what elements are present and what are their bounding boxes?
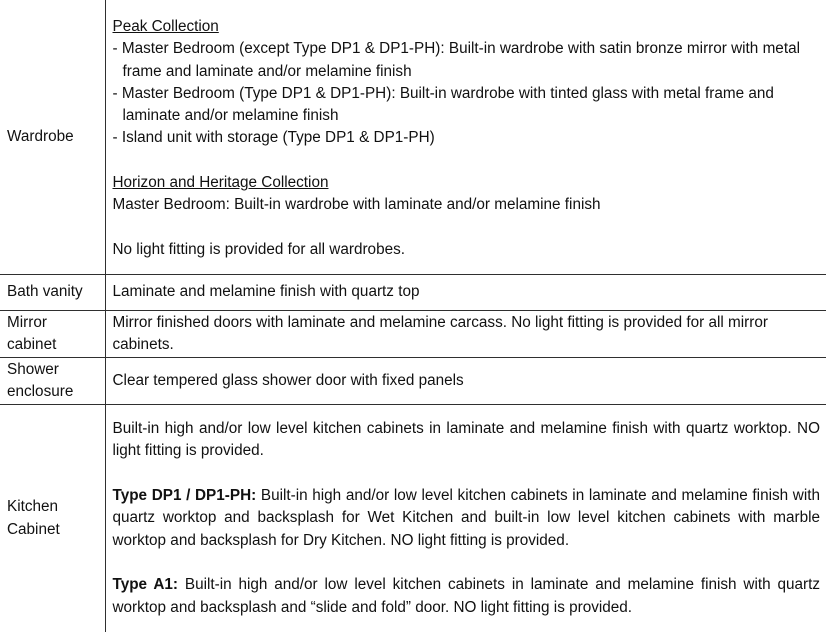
list-item: - Master Bedroom (Type DP1 & DP1-PH): Built-in wardrobe with tinted glass with metal frame and laminate and/or melamine finish <box>113 83 821 128</box>
type-dp1-text: Built-in high and/or low level kitchen cabinets in laminate and melamine finish with quartz worktop and backsplash for Wet Kitchen and built-in low level kitchen cabinets with marble worktop and backsplash for Dry Kitchen. NO light fitting is provided. <box>113 487 821 549</box>
row-label: Shower enclosure <box>0 358 105 405</box>
spacer <box>113 552 821 574</box>
row-label: Mirror cabinet <box>0 311 105 358</box>
spacer <box>113 217 821 239</box>
row-content <box>105 0 826 275</box>
kitchen-dp1-paragraph <box>113 485 821 552</box>
kitchen-general-text: Built-in high and/or low level kitchen cabinets in laminate and melamine finish with quartz worktop. NO light fitting is provided. <box>113 418 821 463</box>
spacer <box>113 463 821 485</box>
row-content: Clear tempered glass shower door with fixed panels <box>105 358 826 405</box>
table-row-wardrobe <box>0 0 826 275</box>
horizon-text: Master Bedroom: Built-in wardrobe with laminate and/or melamine finish <box>113 194 821 216</box>
wardrobe-note: No light fitting is provided for all wardrobes. <box>113 239 821 261</box>
peak-collection-heading: Peak Collection <box>113 16 821 38</box>
row-label: Wardrobe <box>0 0 105 275</box>
list-item: - Island unit with storage (Type DP1 & DP1-PH) <box>113 127 821 149</box>
type-a1-label: Type A1: <box>113 576 179 593</box>
table-row-bath-vanity <box>0 275 826 311</box>
table-row-mirror-cabinet <box>0 311 826 358</box>
table-row-kitchen-cabinet <box>0 405 826 632</box>
row-content <box>105 405 826 632</box>
type-dp1-label: Type DP1 / DP1-PH: <box>113 487 257 504</box>
spacer <box>113 150 821 172</box>
row-content: Mirror finished doors with laminate and melamine carcass. No light fitting is provided for all mirror cabinets. <box>105 311 826 358</box>
type-a1-text: Built-in high and/or low level kitchen cabinets in laminate and melamine finish with quartz worktop and backsplash and “slide and fold” door. NO light fitting is provided. <box>113 576 820 615</box>
row-label: Kitchen Cabinet <box>0 405 105 632</box>
horizon-collection-heading: Horizon and Heritage Collection <box>113 172 821 194</box>
row-label: Bath vanity <box>0 275 105 311</box>
list-item: - Master Bedroom (except Type DP1 & DP1-PH): Built-in wardrobe with satin bronze mirror with metal frame and laminate and/or melamine finish <box>113 38 821 83</box>
table-row-shower-enclosure <box>0 358 826 405</box>
kitchen-a1-paragraph <box>113 574 821 619</box>
row-content: Laminate and melamine finish with quartz top <box>105 275 826 311</box>
